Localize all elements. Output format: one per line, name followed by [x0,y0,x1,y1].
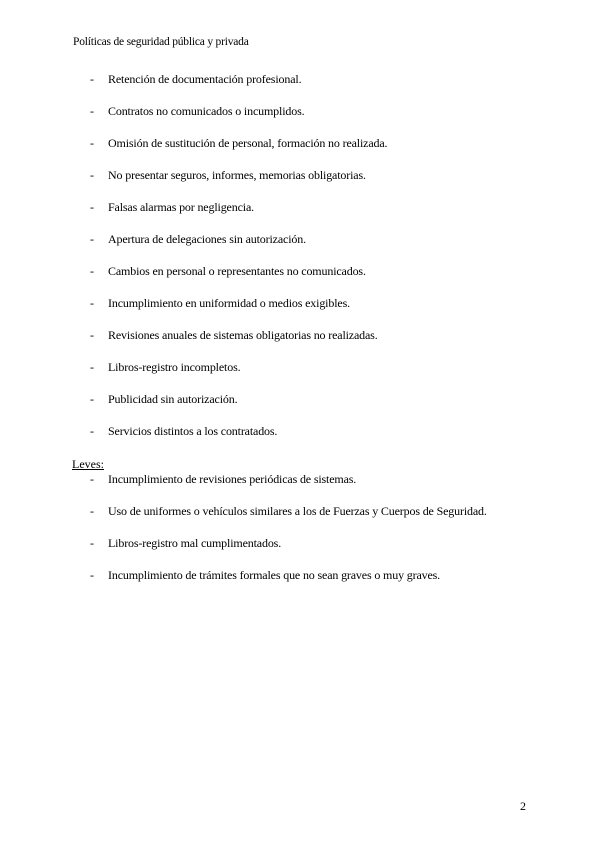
list-marker: - [90,296,94,310]
section-title-leves: Leves: [72,457,104,471]
list-marker: - [90,136,94,150]
list-item-text: Retención de documentación profesional. [108,72,302,86]
list-marker: - [90,504,94,518]
list-item-text: Contratos no comunicados o incumplidos. [108,104,305,118]
page-header: Políticas de seguridad pública y privada [73,36,249,48]
list-marker: - [90,424,94,438]
list-marker: - [90,328,94,342]
list-item-text: Libros-registro mal cumplimentados. [108,536,282,550]
list-marker: - [90,392,94,406]
list-item-text: Publicidad sin autorización. [108,392,238,406]
list-item-text: Incumplimiento de revisiones periódicas de sistemas. [108,472,357,486]
list-marker: - [90,232,94,246]
list-item-text: Servicios distintos a los contratados. [108,424,278,438]
list-item-text: Cambios en personal o representantes no comunicados. [108,264,366,278]
list-marker: - [90,360,94,374]
list-item-text: No presentar seguros, informes, memorias obligatorias. [108,168,366,182]
list-item-text: Revisiones anuales de sistemas obligatorias no realizadas. [108,328,378,342]
list-marker: - [90,568,94,582]
list-item-text: Falsas alarmas por negligencia. [108,200,254,214]
list-marker: - [90,200,94,214]
list-marker: - [90,472,94,486]
list-item-text: Uso de uniformes o vehículos similares a los de Fuerzas y Cuerpos de Seguridad. [108,504,487,518]
list-marker: - [90,72,94,86]
list-item-text: Incumplimiento de trámites formales que no sean graves o muy graves. [108,568,441,582]
list-marker: - [90,264,94,278]
list-marker: - [90,104,94,118]
list-marker: - [90,536,94,550]
list-item-text: Omisión de sustitución de personal, formación no realizada. [108,136,388,150]
list-item-text: Libros-registro incompletos. [108,360,241,374]
list-item-text: Apertura de delegaciones sin autorización. [108,232,306,246]
list-marker: - [90,168,94,182]
list-item-text: Incumplimiento en uniformidad o medios exigibles. [108,296,350,310]
page-number: 2 [520,799,526,813]
